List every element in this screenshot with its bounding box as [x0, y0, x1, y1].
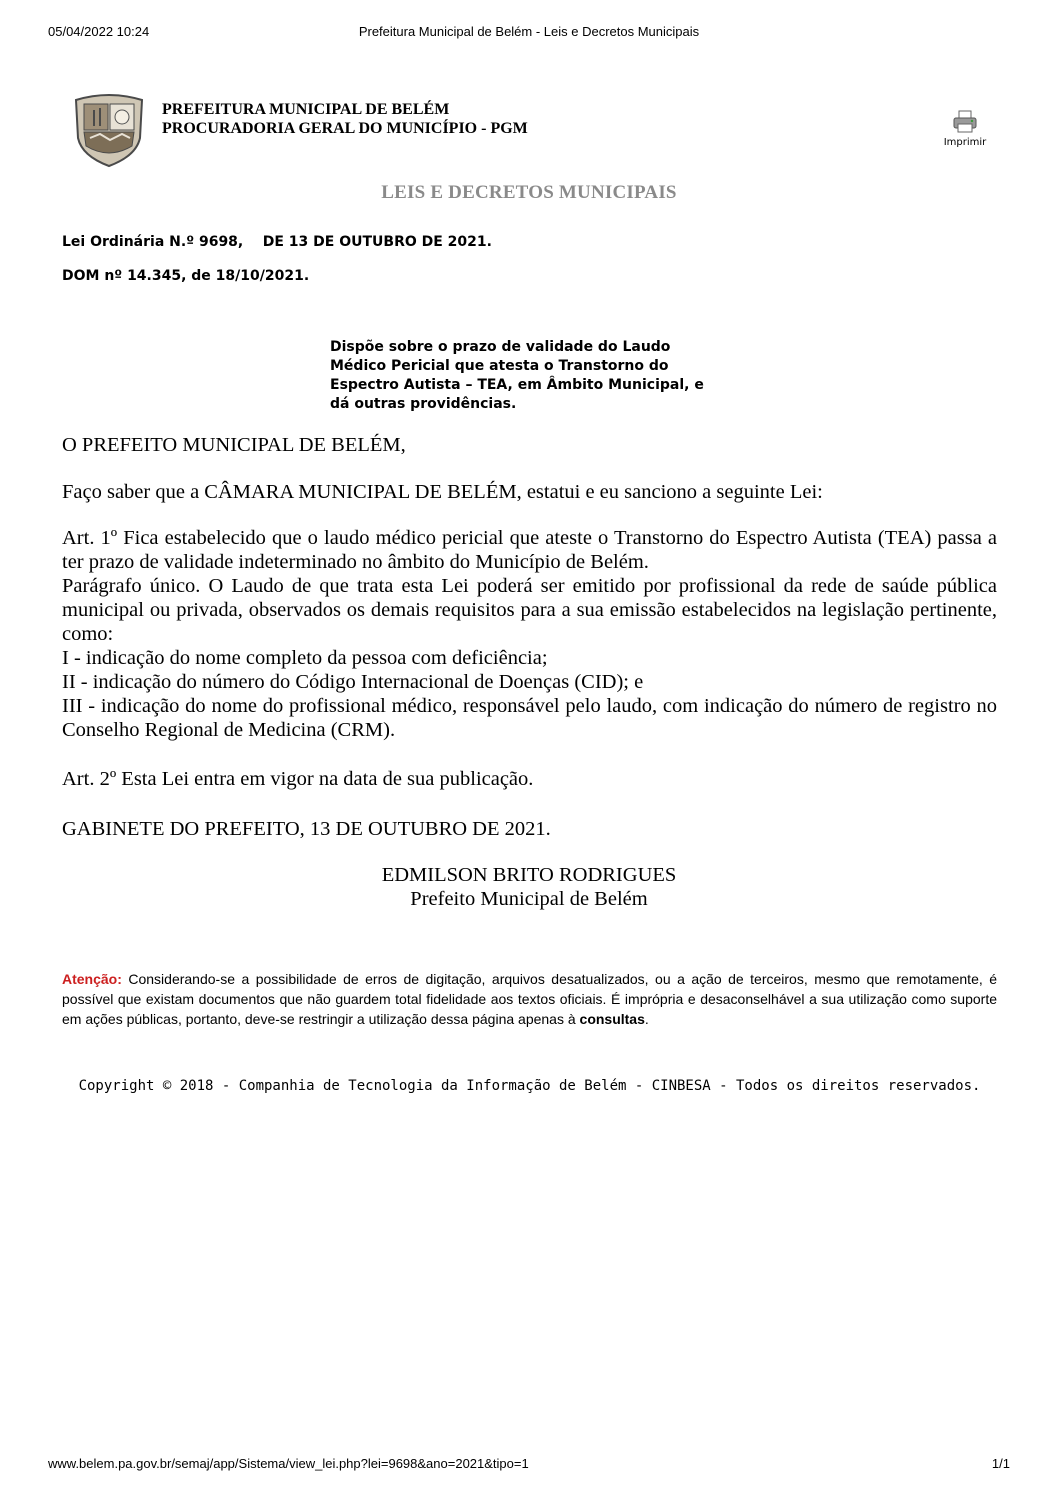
signatory-role: Prefeito Municipal de Belém: [410, 888, 648, 910]
section-title: LEIS E DECRETOS MUNICIPAIS: [381, 182, 677, 203]
printer-icon: [952, 110, 978, 134]
signatory-name: EDMILSON BRITO RODRIGUES: [381, 864, 677, 886]
article-2: Art. 2º Esta Lei entra em vigor na data de sua publicação.: [62, 768, 534, 790]
attention-label: Atenção:: [62, 971, 122, 987]
article-1-block: [62, 526, 997, 742]
page-url: www.belem.pa.gov.br/semaj/app/Sistema/view_lei.php?lei=9698&ano=2021&tipo=1: [48, 1456, 529, 1471]
copyright-notice: Copyright © 2018 - Companhia de Tecnologia da Informação de Belém - CINBESA - Todos os direitos reservados.: [78, 1078, 981, 1094]
paragrafo-unico: Parágrafo único. O Laudo de que trata esta Lei poderá ser emitido por profissional da rede de saúde pública municipal ou privada, observados os demais requisitos para a sua emissão estabelecidos na legislação pertinente, como:: [62, 575, 997, 645]
print-datetime: 05/04/2022 10:24: [48, 24, 150, 39]
signature-block: [0, 863, 1058, 911]
attention-emphasis: consultas: [579, 1011, 645, 1027]
inciso-2: II - indicação do número do Código Internacional de Doenças (CID); e: [62, 671, 644, 693]
intro-paragraph: Faço saber que a CÂMARA MUNICIPAL DE BELÉM, estatui e eu sanciono a seguinte Lei:: [62, 481, 823, 503]
print-page-title: Prefeitura Municipal de Belém - Leis e Decretos Municipais: [358, 24, 700, 39]
print-button[interactable]: [936, 110, 994, 150]
inciso-1: I - indicação do nome completo da pessoa com deficiência;: [62, 647, 548, 669]
gabinete-line: GABINETE DO PREFEITO, 13 DE OUTUBRO DE 2021.: [62, 818, 551, 840]
inciso-3: III - indicação do nome do profissional médico, responsável pelo laudo, com indicação do número de registro no Conselho Regional de Medicina (CRM).: [62, 695, 997, 741]
org-line-1: PREFEITURA MUNICIPAL DE BELÉM: [162, 101, 450, 118]
attention-text: Considerando-se a possibilidade de erros de digitação, arquivos desatualizados, ou a ação de terceiros, mesmo que remotamente, é possível que existam documentos que não guardem total fidelidade aos textos oficiais. É imprópria e desaconselhável a sua utilização como suporte em ações públicas, portanto, deve-se restringir a utilização dessa página apenas à: [62, 971, 997, 1027]
article-1: Art. 1º Fica estabelecido que o laudo médico pericial que ateste o Transtorno do Espectro Autista (TEA) passa a ter prazo de validade indeterminado no âmbito do Município de Belém.: [62, 527, 997, 573]
dom-reference: DOM nº 14.345, de 18/10/2021.: [62, 268, 310, 284]
page-number: 1/1: [991, 1456, 1010, 1471]
law-title: Lei Ordinária N.º 9698, DE 13 DE OUTUBRO DE 2021.: [62, 234, 492, 250]
coat-of-arms-logo: [70, 90, 148, 168]
attention-notice: [62, 969, 997, 1029]
attention-end: .: [644, 1011, 649, 1027]
print-button-label: Imprimir: [943, 137, 987, 148]
organization-header: [162, 100, 528, 138]
prefeito-line: O PREFEITO MUNICIPAL DE BELÉM,: [62, 434, 406, 456]
org-line-2: PROCURADORIA GERAL DO MUNICÍPIO - PGM: [162, 120, 528, 137]
law-ementa: Dispõe sobre o prazo de validade do Laudo Médico Pericial que atesta o Transtorno do Espectro Autista – TEA, em Âmbito Municipal, e dá outras providências.: [330, 339, 704, 412]
